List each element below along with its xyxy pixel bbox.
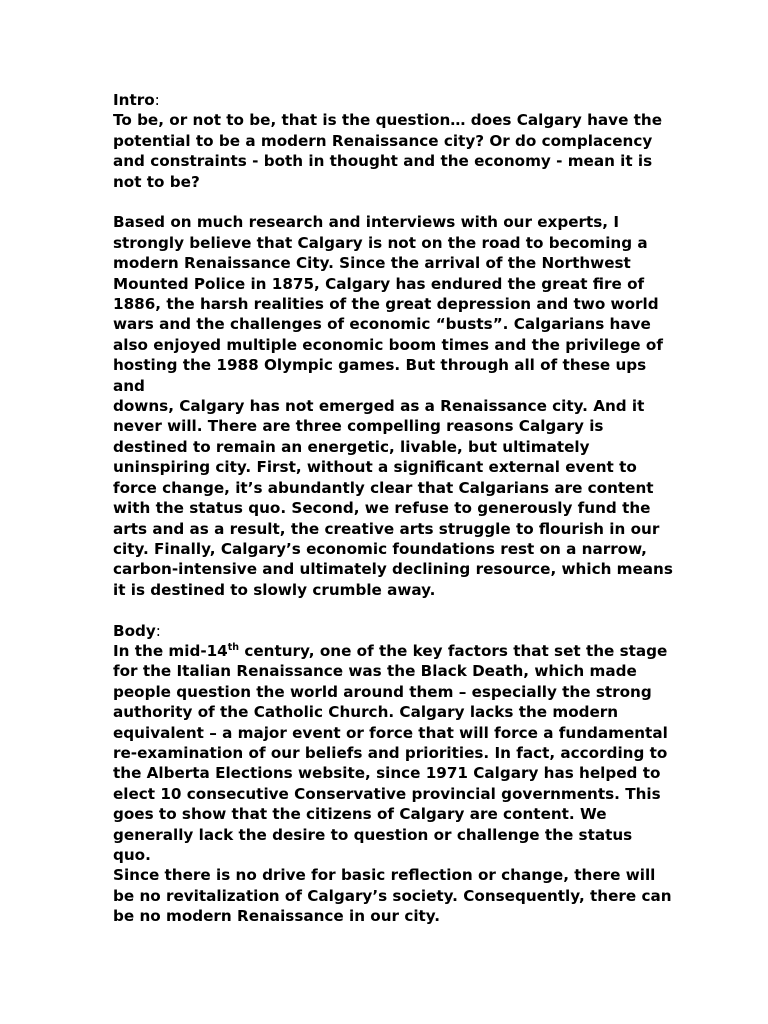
body-heading-text: Body — [113, 621, 156, 640]
intro-paragraph-question: To be, or not to be, that is the question… does Calgary have the potential to be a modern Renaissance city? Or do complacency and constraints - both in thought and the economy - mean it is not to be? — [113, 111, 663, 191]
ordinal-superscript: th — [227, 641, 240, 653]
intro-heading-colon: : — [154, 91, 160, 109]
paragraph-spacer — [113, 192, 673, 212]
document-page — [113, 90, 673, 927]
body-paragraph-lead: In the mid-14 — [113, 641, 228, 660]
intro-paragraph-thesis: Based on much research and interviews with our experts, I strongly believe that Calgary is not on the road to becoming a modern Renaissance City. Since the arrival of the Northwest Mounted Police in 1875, Calgary has endured the great fire of 1886, the harsh realities of the great depression and two world wars and the challenges of economic “busts”. Calgarians have also enjoyed multiple economic boom times and the privilege of hosting the 1988 Olympic games. But through all of these ups and downs, Calgary has not emerged as a Renaissance city. And it never will. There are three compelling reasons Calgary is destined to remain an energetic, livable, but ultimately uninspiring city. First, without a significant external event to force change, it’s abundantly clear that Calgarians are content with the status quo. Second, we refuse to generously fund the arts and as a result, the creative arts struggle to flourish in our city. Finally, Calgary’s economic foundations rest on a narrow, carbon-intensive and ultimately declining resource, which means it is destined to slowly crumble away. — [113, 213, 673, 599]
intro-heading-text: Intro — [113, 91, 155, 109]
body-paragraph-rest: century, one of the key factors that set the stage for the Italian Renaissance was the Black Death, which made people question the world around them – especially the strong authority of the Catholic Church. Calgary lacks the modern equivalent – a major event or force that will force a fundamental re-examination of our beliefs and priorities. In fact, according to the Alberta Elections website, since 1971 Calgary has helped to elect 10 consecutive Conservative provincial governments. This goes to show that the citizens of Calgary are content. We generally lack the desire to question or challenge the status quo. Since there is no drive for basic reflection or change, there will be no revitalization of Calgary’s society. Consequently, there can be no modern Renaissance in our city. — [113, 641, 672, 926]
body-paragraph — [113, 641, 673, 927]
paragraph-spacer — [113, 600, 673, 620]
intro-heading — [113, 90, 673, 110]
body-heading — [113, 621, 673, 641]
body-heading-colon: : — [155, 621, 161, 640]
